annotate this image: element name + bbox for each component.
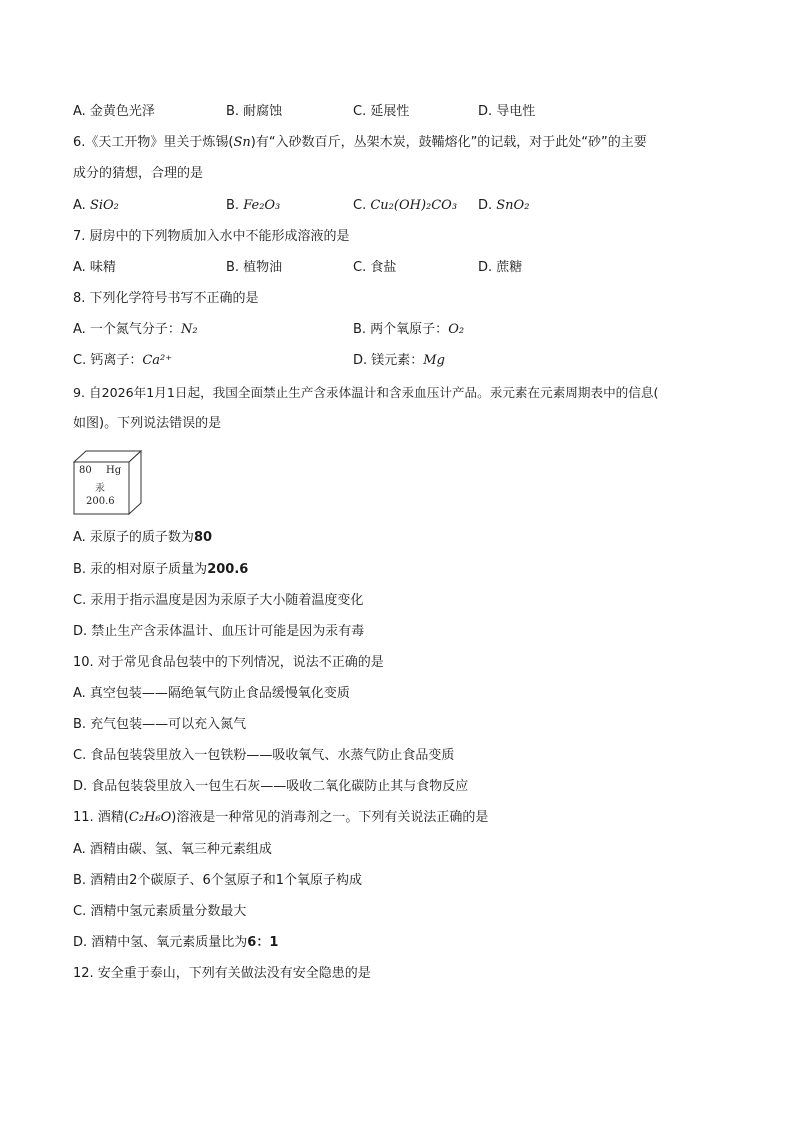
q7-option-b: B. 植物油 xyxy=(226,260,283,275)
q11-option-d xyxy=(73,934,278,952)
tile-atomic-mass: 200.6 xyxy=(86,496,115,507)
q6-stem-line2: 成分的猜想，合理的是 xyxy=(73,166,204,181)
q8-option-a-formula: N₂ xyxy=(180,322,198,337)
q5-option-a: A. 金黄色光泽 xyxy=(73,104,155,119)
q10-option-b: B. 充气包装——可以充入氮气 xyxy=(73,717,247,732)
q9-option-a-text: A. 汞原子的质子数为 xyxy=(73,530,194,545)
q8-option-b xyxy=(353,321,464,339)
q5-option-c: C. 延展性 xyxy=(353,104,410,119)
q8-option-d-formula: Mg xyxy=(423,353,445,368)
q12-stem: 12. 安全重于泰山，下列有关做法没有安全隐患的是 xyxy=(73,966,371,981)
q6-option-c xyxy=(353,197,457,215)
q9-option-a-value: 80 xyxy=(193,530,213,545)
q8-option-d xyxy=(353,352,445,370)
q6-option-a xyxy=(73,197,119,215)
q8-option-a xyxy=(73,321,198,339)
q6-option-d-prefix: D. xyxy=(478,198,497,213)
q7-option-a: A. 味精 xyxy=(73,260,116,275)
q9-option-b-value: 200.6 xyxy=(207,562,249,577)
q7-option-c: C. 食盐 xyxy=(353,260,397,275)
q11-option-d-text: D. 酒精中氢、氧元素质量比为 xyxy=(73,935,248,950)
q11-option-c: C. 酒精中氢元素质量分数最大 xyxy=(73,904,247,919)
q9-stem-line1: 9. 自2026年1月1日起，我国全面禁止生产含汞体温计和含汞血压计产品。汞元素在元素周期表中的信息( xyxy=(73,385,659,400)
q8-option-c xyxy=(73,352,172,370)
q6-stem-line1 xyxy=(73,134,647,152)
q5-option-b: B. 耐腐蚀 xyxy=(226,104,283,119)
q6-option-c-prefix: C. xyxy=(353,198,371,213)
tile-symbol: Hg xyxy=(106,465,122,476)
q10-option-a: A. 真空包装——隔绝氧气防止食品缓慢氧化变质 xyxy=(73,686,350,701)
q6-option-b-prefix: B. xyxy=(226,198,244,213)
q6-option-a-formula: SiO₂ xyxy=(89,198,119,213)
q6-option-b xyxy=(226,197,280,215)
q10-stem: 10. 对于常见食品包装中的下列情况，说法不正确的是 xyxy=(73,655,384,670)
q6-option-b-formula: Fe₂O₃ xyxy=(243,198,281,213)
q8-option-d-text: D. 镁元素： xyxy=(353,353,424,368)
q8-option-c-text: C. 钙离子： xyxy=(73,353,143,368)
q8-option-a-text: A. 一个氮气分子： xyxy=(73,322,181,337)
q9-option-d: D. 禁止生产含汞体温计、血压计可能是因为汞有毒 xyxy=(73,624,365,639)
q5-option-d: D. 导电性 xyxy=(478,104,536,119)
q7-option-d: D. 蔗糖 xyxy=(478,260,523,275)
q8-option-c-formula: Ca²⁺ xyxy=(142,353,173,368)
q10-option-c: C. 食品包装袋里放入一包铁粉——吸收氧气、水蒸气防止食品变质 xyxy=(73,748,455,763)
q11-option-d-value: 6：1 xyxy=(247,935,279,950)
q11-stem-post: )溶液是一种常见的消毒剂之一。下列有关说法正确的是 xyxy=(171,810,489,825)
element-tile-figure xyxy=(73,450,143,516)
q8-option-b-formula: O₂ xyxy=(448,322,465,337)
q9-stem-line2: 如图)。下列说法错误的是 xyxy=(73,416,222,431)
q11-stem-pre: 11. 酒精( xyxy=(73,810,129,825)
tile-atomic-number: 80 xyxy=(79,465,92,476)
q6-stem-sn: Sn xyxy=(233,135,251,150)
q6-option-d-formula: SnO₂ xyxy=(496,198,530,213)
q11-stem xyxy=(73,809,488,827)
q6-option-a-prefix: A. xyxy=(73,198,90,213)
q10-option-d: D. 食品包装袋里放入一包生石灰——吸收二氧化碳防止其与食物反应 xyxy=(73,779,469,794)
q11-option-b: B. 酒精由2个碳原子、6个氢原子和1个氧原子构成 xyxy=(73,873,362,888)
q6-option-c-formula: Cu₂(OH)₂CO₃ xyxy=(370,198,458,213)
q6-stem-part2: )有“入砂数百斤，丛架木炭，鼓鞴熔化”的记载，对于此处“砂”的主要 xyxy=(250,135,647,150)
q11-stem-formula: C₂H₆O xyxy=(128,810,172,825)
q6-stem-part1: 6.《天工开物》里关于炼锡( xyxy=(73,135,234,150)
tile-name: 汞 xyxy=(95,483,105,494)
q9-option-c: C. 汞用于指示温度是因为汞原子大小随着温度变化 xyxy=(73,593,364,608)
q9-option-b-text: B. 汞的相对原子质量为 xyxy=(73,562,208,577)
q6-option-d xyxy=(478,197,529,215)
q11-option-a: A. 酒精由碳、氢、氧三种元素组成 xyxy=(73,842,272,857)
q8-option-b-text: B. 两个氧原子： xyxy=(353,322,449,337)
q9-option-a xyxy=(73,529,212,547)
q8-stem: 8. 下列化学符号书写不正确的是 xyxy=(73,291,259,306)
q7-stem: 7. 厨房中的下列物质加入水中不能形成溶液的是 xyxy=(73,229,350,244)
q9-option-b xyxy=(73,561,248,579)
